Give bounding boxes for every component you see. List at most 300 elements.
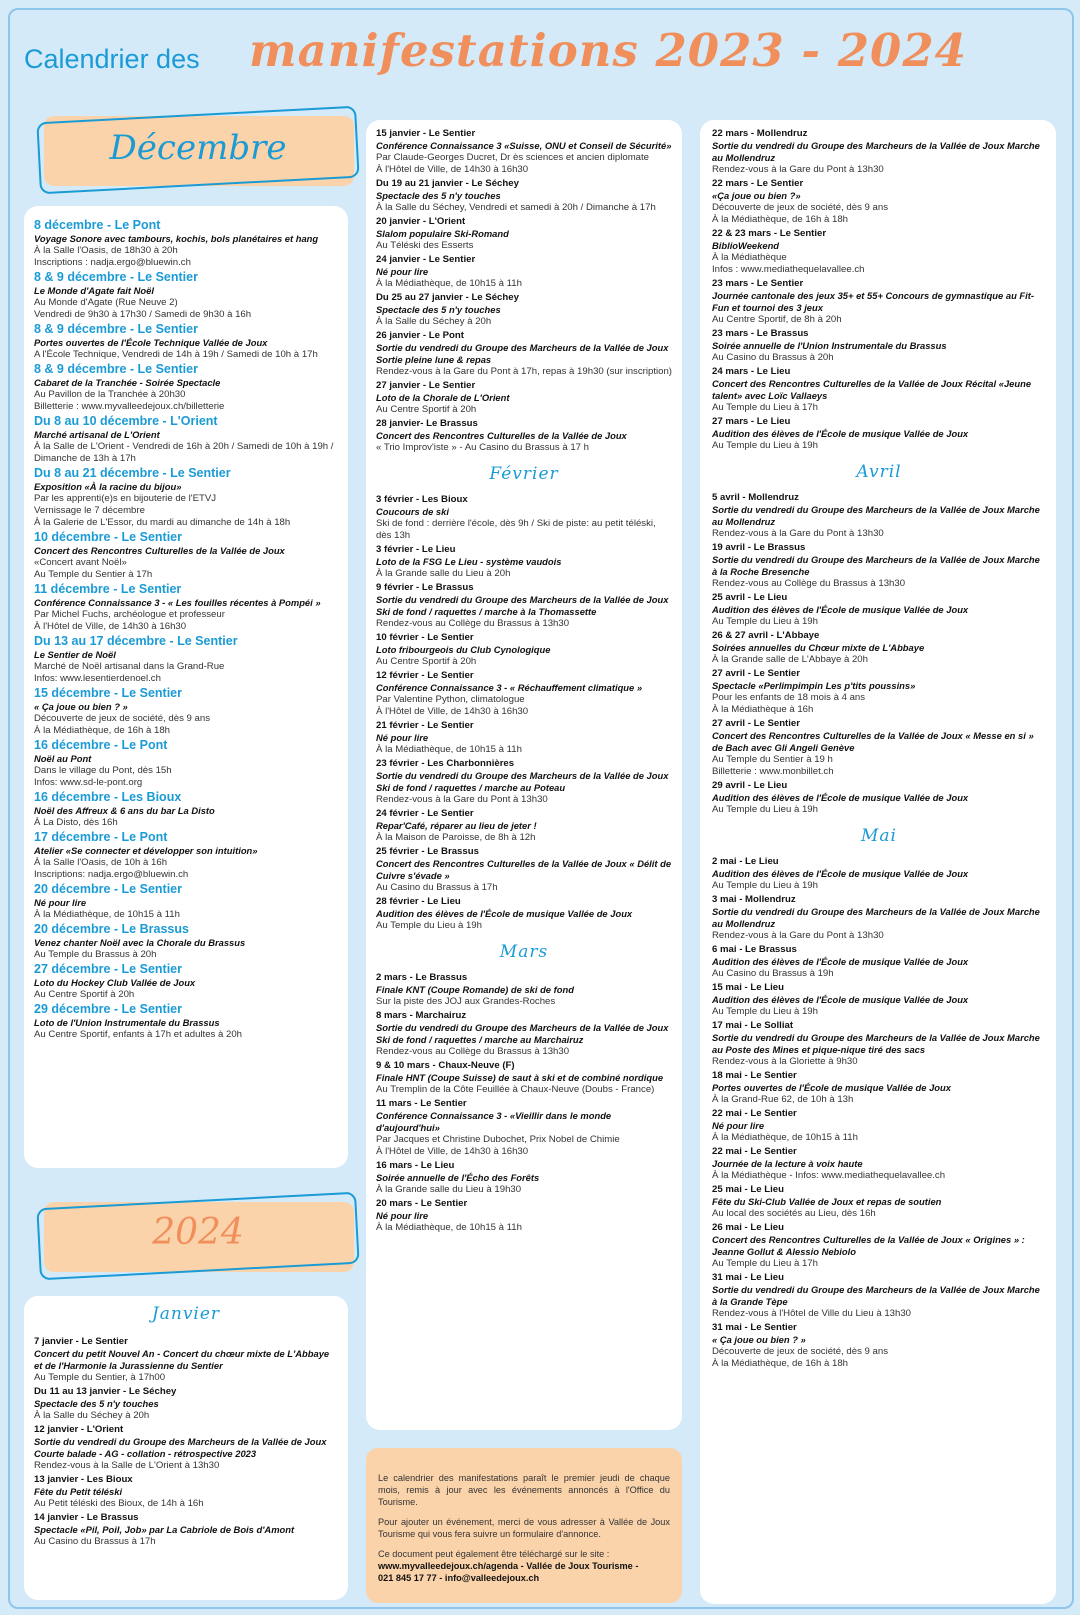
event-description: « Ça joue ou bien ? » bbox=[712, 1334, 806, 1345]
event-description: «Ça joue ou bien ?» bbox=[712, 190, 801, 201]
event-description: Loto de l'Union Instrumentale du Brassus bbox=[34, 1017, 220, 1028]
year-badge-label: 2024 bbox=[152, 1212, 244, 1253]
event-description: Conférence Connaissance 3 «Suisse, ONU et Conseil de Sécurité» bbox=[376, 140, 672, 151]
event-detail: Rendez-vous au Collège du Brassus à 13h30 bbox=[376, 618, 570, 629]
event-detail: Au Casino du Brassus à 17h bbox=[34, 1536, 156, 1547]
december-badge bbox=[36, 112, 360, 190]
event-item bbox=[34, 738, 338, 789]
event-detail: À la Salle l'Oasis, de 10h à 16h bbox=[34, 857, 168, 868]
event-detail: Au Tremplin de la Côte Feuillée à Chaux-Neuve (Doubs - France) bbox=[376, 1084, 655, 1095]
event-date-place: 3 mai - Mollendruz bbox=[712, 894, 796, 905]
event-description: BiblioWeekend bbox=[712, 240, 780, 251]
event-item bbox=[34, 1336, 338, 1384]
event-description: Slalom populaire Ski-Romand bbox=[376, 228, 509, 239]
event-detail: « Trio Improv'iste » - Au Casino du Brassus à 17 h bbox=[376, 442, 589, 453]
event-date-place: Du 19 au 21 janvier - Le Séchey bbox=[376, 178, 519, 189]
event-detail: Infos: www.lesentierdenoel.ch bbox=[34, 673, 161, 684]
event-description: Journée cantonale des jeux 35+ et 55+ Concours de gymnastique au Fit-Fun et tournoi des 3 jeux bbox=[712, 290, 1034, 313]
event-item bbox=[376, 330, 672, 378]
event-item bbox=[376, 758, 672, 806]
note-contact[interactable]: 021 845 17 77 - info@valleedejoux.ch bbox=[378, 1573, 540, 1583]
event-date-place: 9 & 10 mars - Chaux-Neuve (F) bbox=[376, 1060, 515, 1071]
event-item bbox=[712, 178, 1046, 226]
event-detail: À la Grande salle du Lieu à 20h bbox=[376, 568, 511, 579]
event-item bbox=[712, 128, 1046, 176]
event-detail: Au Temple du Sentier à 17h bbox=[34, 569, 153, 580]
janvier-card bbox=[24, 1296, 348, 1600]
event-detail: Inscriptions : nadja.ergo@bluewin.ch bbox=[34, 257, 191, 268]
event-date-place: 8 décembre - Le Pont bbox=[34, 218, 161, 232]
event-item bbox=[376, 1010, 672, 1058]
december-card bbox=[24, 206, 348, 1168]
event-item bbox=[712, 1322, 1046, 1370]
event-date-place: 22 & 23 mars - Le Sentier bbox=[712, 228, 827, 239]
event-date-place: 12 janvier - L'Orient bbox=[34, 1424, 124, 1435]
event-detail: Infos : www.mediathequelavallee.ch bbox=[712, 264, 865, 275]
event-detail: Découverte de jeux de société, dès 9 ans bbox=[712, 202, 888, 213]
event-item bbox=[376, 1098, 672, 1158]
event-item bbox=[712, 1070, 1046, 1106]
event-detail: Au Petit téléski des Bioux, de 14h à 16h bbox=[34, 1498, 204, 1509]
event-item bbox=[376, 632, 672, 668]
event-detail: Rendez-vous à la Gare du Pont à 17h, repas à 19h30 (sur inscription) bbox=[376, 366, 672, 377]
event-item bbox=[376, 380, 672, 416]
header-prefix: Calendrier des bbox=[24, 44, 200, 74]
event-description: Concert des Rencontres Culturelles de la Vallée de Joux bbox=[34, 545, 285, 556]
event-detail: Dans le village du Pont, dès 15h bbox=[34, 765, 172, 776]
event-description: Spectacle des 5 n'y touches bbox=[376, 304, 501, 315]
event-date-place: 27 avril - Le Sentier bbox=[712, 668, 800, 679]
event-description: « Ça joue ou bien ? » bbox=[34, 701, 128, 712]
event-detail: Au Casino du Brassus à 20h bbox=[712, 352, 834, 363]
event-date-place: 8 & 9 décembre - Le Sentier bbox=[34, 270, 198, 284]
event-detail: Billetterie : www.monbillet.ch bbox=[712, 766, 834, 777]
event-date-place: 29 décembre - Le Sentier bbox=[34, 1002, 182, 1016]
event-item bbox=[376, 1198, 672, 1234]
event-description: Soirées annuelles du Chœur mixte de L'Abbaye bbox=[712, 642, 925, 653]
event-detail: Rendez-vous à la Gare du Pont à 13h30 bbox=[712, 164, 884, 175]
event-description: Fête du Petit téléski bbox=[34, 1486, 123, 1497]
event-description: Sortie du vendredi du Groupe des Marcheurs de la Vallée de Joux Marche à la Roche Bresenche bbox=[712, 554, 1040, 577]
event-description: Concert des Rencontres Culturelles de la Vallée de Joux « Origines » : Jeanne Gollut & Alessio Nebiolo bbox=[712, 1234, 1025, 1257]
event-date-place: 26 & 27 avril - L'Abbaye bbox=[712, 630, 820, 641]
event-date-place: 26 janvier - Le Pont bbox=[376, 330, 464, 341]
event-detail: Rendez-vous au Collège du Brassus à 13h30 bbox=[712, 578, 906, 589]
event-date-place: 27 janvier - Le Sentier bbox=[376, 380, 476, 391]
event-date-place: 25 avril - Le Lieu bbox=[712, 592, 788, 603]
event-date-place: 21 février - Le Sentier bbox=[376, 720, 474, 731]
event-description: Né pour lire bbox=[376, 732, 429, 743]
note-website-link[interactable]: www.myvalleedejoux.ch/agenda - Vallée de Joux Tourisme - bbox=[378, 1561, 639, 1571]
mai-events-list bbox=[712, 856, 1046, 1370]
event-detail: À la Médiathèque, de 10h15 à 11h bbox=[712, 1132, 858, 1143]
event-item bbox=[376, 544, 672, 580]
event-date-place: 16 mars - Le Lieu bbox=[376, 1160, 455, 1171]
event-item bbox=[34, 790, 338, 829]
event-item bbox=[712, 1020, 1046, 1068]
event-detail: Au Temple du Lieu à 19h bbox=[712, 616, 818, 627]
event-date-place: 18 mai - Le Sentier bbox=[712, 1070, 797, 1081]
event-detail: Par Jacques et Christine Dubochet, Prix Nobel de Chimie bbox=[376, 1134, 620, 1145]
event-date-place: 20 janvier - L'Orient bbox=[376, 216, 466, 227]
event-item bbox=[712, 780, 1046, 816]
event-description: Noël au Pont bbox=[34, 753, 92, 764]
event-detail: Au Temple du Lieu à 17h bbox=[712, 1258, 818, 1269]
event-detail: À la Salle du Séchey, Vendredi et samedi à 20h / Dimanche à 17h bbox=[376, 202, 656, 213]
event-description: Finale HNT (Coupe Suisse) de saut à ski et de combiné nordique bbox=[376, 1072, 664, 1083]
event-date-place: Du 8 au 21 décembre - Le Sentier bbox=[34, 466, 231, 480]
event-date-place: 22 mars - Le Sentier bbox=[712, 178, 804, 189]
event-detail: Au Téléski des Esserts bbox=[376, 240, 474, 251]
event-item bbox=[376, 1160, 672, 1196]
event-date-place: 15 mai - Le Lieu bbox=[712, 982, 784, 993]
event-detail: Au local des sociétés au Lieu, dès 16h bbox=[712, 1208, 876, 1219]
event-detail: A l'École Technique, Vendredi de 14h à 19h / Samedi de 10h à 17h bbox=[34, 349, 318, 360]
event-date-place: 24 janvier - Le Sentier bbox=[376, 254, 476, 265]
event-item bbox=[34, 634, 338, 685]
event-date-place: 27 avril - Le Sentier bbox=[712, 718, 800, 729]
event-description: Spectacle «Pil, Poil, Job» par La Cabriole de Bois d'Amont bbox=[34, 1524, 295, 1535]
event-item bbox=[34, 1386, 338, 1422]
event-item bbox=[34, 882, 338, 921]
event-detail: Au Temple du Lieu à 19h bbox=[712, 440, 818, 451]
event-date-place: 31 mai - Le Sentier bbox=[712, 1322, 797, 1333]
event-detail: À la Salle du Séchey à 20h bbox=[376, 316, 492, 327]
event-detail: À la Médiathèque, de 16h à 18h bbox=[712, 214, 849, 225]
event-detail: À l'Hôtel de Ville, de 14h30 à 16h30 bbox=[376, 706, 529, 717]
event-detail: À la Galerie de L'Essor, du mardi au dimanche de 14h à 18h bbox=[34, 517, 291, 528]
event-date-place: 20 mars - Le Sentier bbox=[376, 1198, 468, 1209]
event-date-place: 5 avril - Mollendruz bbox=[712, 492, 799, 503]
event-date-place: 8 & 9 décembre - Le Sentier bbox=[34, 362, 198, 376]
event-date-place: 15 décembre - Le Sentier bbox=[34, 686, 182, 700]
event-description: Audition des élèves de l'École de musique Vallée de Joux bbox=[712, 428, 969, 439]
event-item bbox=[34, 270, 338, 321]
event-item bbox=[34, 362, 338, 413]
event-date-place: Du 11 au 13 janvier - Le Séchey bbox=[34, 1386, 177, 1397]
event-detail: Vendredi de 9h30 à 17h30 / Samedi de 9h30 à 16h bbox=[34, 309, 252, 320]
event-description: Sortie du vendredi du Groupe des Marcheurs de la Vallée de Joux Marche au Mollendruz bbox=[712, 140, 1040, 163]
event-detail: Par Valentine Python, climatologue bbox=[376, 694, 525, 705]
event-item bbox=[712, 718, 1046, 778]
event-description: Marché artisanal de L'Orient bbox=[34, 429, 160, 440]
event-item bbox=[712, 1108, 1046, 1144]
event-detail: Dimanche de 13h à 17h bbox=[34, 453, 136, 464]
event-description: Spectacle des 5 n'y touches bbox=[34, 1398, 159, 1409]
event-date-place: 11 mars - Le Sentier bbox=[376, 1098, 467, 1109]
event-detail: À la Médiathèque - Infos: www.mediathequelavallee.ch bbox=[712, 1170, 946, 1181]
event-detail: Au Pavillon de la Tranchée à 20h30 bbox=[34, 389, 186, 400]
event-item bbox=[712, 668, 1046, 716]
event-detail: Découverte de jeux de société, dès 9 ans bbox=[34, 713, 210, 724]
event-date-place: 20 décembre - Le Brassus bbox=[34, 922, 189, 936]
event-item bbox=[712, 1184, 1046, 1220]
december-badge-label: Décembre bbox=[109, 128, 287, 168]
event-item bbox=[34, 830, 338, 881]
avril-events-list bbox=[712, 492, 1046, 816]
event-date-place: 25 février - Le Brassus bbox=[376, 846, 479, 857]
event-detail: À la Médiathèque, de 16h à 18h bbox=[712, 1358, 849, 1369]
event-description: Sortie du vendredi du Groupe des Marcheurs de la Vallée de Joux Marche au Mollendruz bbox=[712, 504, 1040, 527]
event-date-place: 13 janvier - Les Bioux bbox=[34, 1474, 133, 1485]
december-events-list bbox=[34, 218, 338, 1041]
event-date-place: 29 avril - Le Lieu bbox=[712, 780, 788, 791]
event-description: Conférence Connaissance 3 - «Vieillir dans le monde d'aujourd'hui» bbox=[376, 1110, 612, 1133]
event-detail: Rendez-vous à la Gare du Pont à 13h30 bbox=[376, 794, 548, 805]
event-description: Soirée annuelle de l'Écho des Forêts bbox=[376, 1172, 540, 1183]
event-detail: Infos: www.sd-le-pont.org bbox=[34, 777, 143, 788]
event-date-place: 23 mars - Le Sentier bbox=[712, 278, 804, 289]
event-item bbox=[34, 466, 338, 529]
event-item bbox=[712, 630, 1046, 666]
event-item bbox=[34, 322, 338, 361]
event-item bbox=[376, 582, 672, 630]
event-detail: Par Michel Fuchs, archéologue et professeur bbox=[34, 609, 225, 620]
event-description: Conférence Connaissance 3 - « Les fouilles récentes à Pompéi » bbox=[34, 597, 321, 608]
note-paragraph-1: Le calendrier des manifestations paraît le premier jeudi de chaque mois, remis à jour avec les événements annoncés à l'Office du Tourisme. bbox=[378, 1473, 670, 1507]
event-description: Le Sentier de Noël bbox=[34, 649, 116, 660]
event-date-place: 15 janvier - Le Sentier bbox=[376, 128, 476, 139]
event-detail: Rendez-vous à la Gloriette à 9h30 bbox=[712, 1056, 858, 1067]
event-detail: Rendez-vous à la Salle de L'Orient à 13h30 bbox=[34, 1460, 220, 1471]
note-paragraph-3 bbox=[378, 1548, 670, 1584]
event-date-place: 16 décembre - Les Bioux bbox=[34, 790, 182, 804]
event-detail: Rendez-vous à la Gare du Pont à 13h30 bbox=[712, 528, 884, 539]
event-detail: À la Médiathèque, de 10h15 à 11h bbox=[376, 744, 522, 755]
event-detail: Par Claude-Georges Ducret, Dr ès sciences et ancien diplomate bbox=[376, 152, 650, 163]
event-date-place: 22 mai - Le Sentier bbox=[712, 1108, 797, 1119]
event-date-place: 2 mai - Le Lieu bbox=[712, 856, 779, 867]
event-item bbox=[34, 1424, 338, 1472]
month-heading-mars: Mars bbox=[499, 942, 549, 962]
middle-card bbox=[366, 120, 682, 1430]
header-title: manifestations 2023 - 2024 bbox=[249, 24, 967, 77]
event-detail: «Concert avant Noël» bbox=[34, 557, 127, 568]
event-date-place: 28 janvier- Le Brassus bbox=[376, 418, 478, 429]
event-description: Coucours de ski bbox=[376, 506, 449, 517]
event-detail: Au Centre Sportif à 20h bbox=[376, 404, 477, 415]
event-item bbox=[712, 944, 1046, 980]
event-detail: Découverte de jeux de société, dès 9 ans bbox=[712, 1346, 888, 1357]
event-description: Concert des Rencontres Culturelles de la Vallée de Joux « Messe en si » de Bach avec Gli Angeli Genève bbox=[712, 730, 1034, 753]
event-date-place: 2 mars - Le Brassus bbox=[376, 972, 468, 983]
event-item bbox=[376, 846, 672, 894]
event-date-place: 10 décembre - Le Sentier bbox=[34, 530, 182, 544]
event-item bbox=[34, 1474, 338, 1510]
event-detail: Au Monde d'Agate (Rue Neuve 2) bbox=[34, 297, 178, 308]
event-description: Sortie du vendredi du Groupe des Marcheurs de la Vallée de Joux Marche au Mollendruz bbox=[712, 906, 1040, 929]
event-description: Concert des Rencontres Culturelles de la Vallée de Joux « Délit de Cuivre s'évade » bbox=[376, 858, 672, 881]
note-download-text: Ce document peut également être téléchargé sur le site : bbox=[378, 1549, 610, 1559]
event-detail: À la Médiathèque à 16h bbox=[712, 704, 814, 715]
event-detail: À la Médiathèque, de 10h15 à 11h bbox=[376, 278, 522, 289]
event-description: Audition des élèves de l'École de musique Vallée de Joux bbox=[712, 994, 969, 1005]
event-description: Repar'Café, réparer au lieu de jeter ! bbox=[376, 820, 537, 831]
event-item bbox=[712, 1272, 1046, 1320]
event-description: Audition des élèves de l'École de musique Vallée de Joux bbox=[712, 956, 969, 967]
event-detail: À La Disto, dès 16h bbox=[34, 817, 118, 828]
event-description: Soirée annuelle de l'Union Instrumentale du Brassus bbox=[712, 340, 947, 351]
event-detail: À la Grande salle du Lieu à 19h30 bbox=[376, 1184, 522, 1195]
event-detail: Inscriptions: nadja.ergo@bluewin.ch bbox=[34, 869, 189, 880]
event-detail: Pour les enfants de 18 mois à 4 ans bbox=[712, 692, 866, 703]
event-date-place: 26 mai - Le Lieu bbox=[712, 1222, 784, 1233]
event-date-place: 22 mars - Mollendruz bbox=[712, 128, 808, 139]
event-detail: À la Médiathèque, de 10h15 à 11h bbox=[376, 1222, 522, 1233]
event-description: Noël des Affreux & 6 ans du bar La Disto bbox=[34, 805, 215, 816]
event-item bbox=[712, 492, 1046, 540]
event-date-place: Du 25 au 27 janvier - Le Séchey bbox=[376, 292, 519, 303]
event-description: Spectacle «Perlimpimpin Les p'tits poussins» bbox=[712, 680, 916, 691]
event-item bbox=[712, 592, 1046, 628]
event-description: Atelier «Se connecter et développer son intuition» bbox=[34, 845, 258, 856]
event-date-place: 20 décembre - Le Sentier bbox=[34, 882, 182, 896]
event-description: Portes ouvertes de l'École Technique Vallée de Joux bbox=[34, 337, 268, 348]
event-description: Loto du Hockey Club Vallée de Joux bbox=[34, 977, 196, 988]
late-mars-events-list bbox=[712, 128, 1046, 452]
event-description: Concert des Rencontres Culturelles de la Vallée de Joux Récital «Jeune talent» avec Loïc Vallaeys bbox=[712, 378, 1032, 401]
event-item bbox=[376, 670, 672, 718]
event-date-place: 10 février - Le Sentier bbox=[376, 632, 474, 643]
event-description: Loto fribourgeois du Club Cynologique bbox=[376, 644, 551, 655]
event-date-place: 31 mai - Le Lieu bbox=[712, 1272, 784, 1283]
event-detail: Marché de Noël artisanal dans la Grand-Rue bbox=[34, 661, 225, 672]
event-description: Audition des élèves de l'École de musique Vallée de Joux bbox=[376, 908, 633, 919]
event-item bbox=[34, 686, 338, 737]
event-date-place: 27 décembre - Le Sentier bbox=[34, 962, 182, 976]
event-detail: Au Casino du Brassus à 19h bbox=[712, 968, 834, 979]
event-detail: Billetterie : www.myvalleedejoux.ch/billetterie bbox=[34, 401, 225, 412]
event-description: Finale KNT (Coupe Romande) de ski de fond bbox=[376, 984, 574, 995]
event-item bbox=[376, 178, 672, 214]
right-card bbox=[700, 120, 1056, 1604]
event-description: Sortie du vendredi du Groupe des Marcheurs de la Vallée de Joux Courte balade - AG - collation - rétrospective 2023 bbox=[34, 1436, 327, 1459]
event-description: Cabaret de la Tranchée - Soirée Spectacle bbox=[34, 377, 221, 388]
event-item bbox=[34, 1512, 338, 1548]
event-item bbox=[712, 1146, 1046, 1182]
event-detail: À la Médiathèque bbox=[712, 252, 787, 263]
event-detail: Au Centre Sportif, de 8h à 20h bbox=[712, 314, 842, 325]
event-item bbox=[34, 530, 338, 581]
event-item bbox=[376, 292, 672, 328]
event-item bbox=[712, 1222, 1046, 1270]
event-description: Sortie du vendredi du Groupe des Marcheurs de la Vallée de Joux Ski de fond / raquettes / marche au Marchairuz bbox=[376, 1022, 669, 1045]
event-item bbox=[712, 328, 1046, 364]
event-item bbox=[712, 416, 1046, 452]
event-date-place: 23 février - Les Charbonnières bbox=[376, 758, 515, 769]
event-item bbox=[376, 254, 672, 290]
event-detail: À la Salle de L'Orient - Vendredi de 16h à 20h / Samedi de 10h à 19h / bbox=[34, 441, 334, 452]
event-detail: Au Temple du Lieu à 19h bbox=[712, 1006, 818, 1017]
event-item bbox=[376, 128, 672, 176]
event-description: Venez chanter Noël avec la Chorale du Brassus bbox=[34, 937, 246, 948]
event-item bbox=[376, 494, 672, 542]
event-detail: Sur la piste des JOJ aux Grandes-Roches bbox=[376, 996, 556, 1007]
event-item bbox=[712, 228, 1046, 276]
event-description: Né pour lire bbox=[376, 266, 429, 277]
mars-events-list bbox=[376, 972, 672, 1234]
event-detail: À la Grand-Rue 62, de 10h à 13h bbox=[712, 1094, 854, 1105]
late-janvier-events-list bbox=[376, 128, 672, 454]
event-date-place: 8 mars - Marchairuz bbox=[376, 1010, 467, 1021]
event-detail: À l'Hôtel de Ville, de 14h30 à 16h30 bbox=[376, 1146, 529, 1157]
event-item bbox=[712, 856, 1046, 892]
event-item bbox=[34, 962, 338, 1001]
event-date-place: 9 février - Le Brassus bbox=[376, 582, 474, 593]
event-detail: À la Maison de Paroisse, de 8h à 12h bbox=[376, 832, 536, 843]
event-detail: À la Médiathèque, de 16h à 18h bbox=[34, 725, 171, 736]
janvier-events-list bbox=[34, 1336, 338, 1548]
event-detail: À la Salle l'Oasis, de 18h30 à 20h bbox=[34, 245, 178, 256]
event-item bbox=[376, 418, 672, 454]
event-description: Sortie du vendredi du Groupe des Marcheurs de la Vallée de Joux Sortie pleine lune & repas bbox=[376, 342, 669, 365]
event-date-place: 17 décembre - Le Pont bbox=[34, 830, 168, 844]
event-item bbox=[376, 216, 672, 252]
month-heading-fevrier: Février bbox=[489, 464, 559, 484]
event-detail: Rendez-vous au Collège du Brassus à 13h30 bbox=[376, 1046, 570, 1057]
event-description: Portes ouvertes de l'École de musique Vallée de Joux bbox=[712, 1082, 951, 1093]
event-detail: Au Centre Sportif, enfants à 17h et adultes à 20h bbox=[34, 1029, 243, 1040]
page-header bbox=[24, 18, 1064, 88]
event-item bbox=[34, 922, 338, 961]
event-description: Voyage Sonore avec tambours, kochis, bols planétaires et hang bbox=[34, 233, 319, 244]
event-description: Né pour lire bbox=[712, 1120, 765, 1131]
info-note bbox=[366, 1448, 682, 1603]
event-detail: Au Temple du Lieu à 19h bbox=[712, 804, 818, 815]
event-detail: Rendez-vous à l'Hôtel de Ville du Lieu à 13h30 bbox=[712, 1308, 911, 1319]
event-description: Conférence Connaissance 3 - « Réchauffement climatique » bbox=[376, 682, 643, 693]
event-item bbox=[712, 542, 1046, 590]
event-date-place: 23 mars - Le Brassus bbox=[712, 328, 809, 339]
event-description: Né pour lire bbox=[376, 1210, 429, 1221]
event-item bbox=[34, 218, 338, 269]
event-detail: Au Temple du Sentier, à 17h00 bbox=[34, 1372, 166, 1383]
event-item bbox=[376, 972, 672, 1008]
event-date-place: 12 février - Le Sentier bbox=[376, 670, 474, 681]
event-description: Sortie du vendredi du Groupe des Marcheurs de la Vallée de Joux Ski de fond / raquettes / marche à la Thomassette bbox=[376, 594, 669, 617]
event-date-place: 7 janvier - Le Sentier bbox=[34, 1336, 128, 1347]
event-description: Sortie du vendredi du Groupe des Marcheurs de la Vallée de Joux Ski de fond / raquettes / marche au Poteau bbox=[376, 770, 669, 793]
event-date-place: 27 mars - Le Lieu bbox=[712, 416, 791, 427]
event-date-place: Du 8 au 10 décembre - L'Orient bbox=[34, 414, 218, 428]
event-detail: Au Temple du Lieu à 17h bbox=[712, 402, 818, 413]
event-detail: À l'Hôtel de Ville, de 14h30 à 16h30 bbox=[34, 621, 187, 632]
event-item bbox=[376, 896, 672, 932]
event-date-place: Du 13 au 17 décembre - Le Sentier bbox=[34, 634, 238, 648]
event-detail: Au Centre Sportif à 20h bbox=[376, 656, 477, 667]
event-date-place: 14 janvier - Le Brassus bbox=[34, 1512, 139, 1523]
event-description: Né pour lire bbox=[34, 897, 87, 908]
event-item bbox=[376, 808, 672, 844]
event-detail: À l'Hôtel de Ville, de 14h30 à 16h30 bbox=[376, 164, 529, 175]
event-item bbox=[34, 582, 338, 633]
event-item bbox=[712, 982, 1046, 1018]
event-date-place: 8 & 9 décembre - Le Sentier bbox=[34, 322, 198, 336]
event-date-place: 24 mars - Le Lieu bbox=[712, 366, 791, 377]
event-description: Concert du petit Nouvel An - Concert du chœur mixte de L'Abbaye et de l'Harmonie la Jurassienne du Sentier bbox=[34, 1348, 330, 1371]
event-date-place: 19 avril - Le Brassus bbox=[712, 542, 806, 553]
event-date-place: 17 mai - Le Solliat bbox=[712, 1020, 794, 1031]
event-item bbox=[712, 366, 1046, 414]
event-description: Audition des élèves de l'École de musique Vallée de Joux bbox=[712, 868, 969, 879]
event-description: Le Monde d'Agate fait Noël bbox=[34, 285, 154, 296]
event-date-place: 3 février - Le Lieu bbox=[376, 544, 456, 555]
event-item bbox=[376, 1060, 672, 1096]
event-date-place: 28 février - Le Lieu bbox=[376, 896, 461, 907]
event-detail: Par les apprenti(e)s en bijouterie de l'ETVJ bbox=[34, 493, 217, 504]
event-item bbox=[712, 894, 1046, 942]
fevrier-events-list bbox=[376, 494, 672, 932]
